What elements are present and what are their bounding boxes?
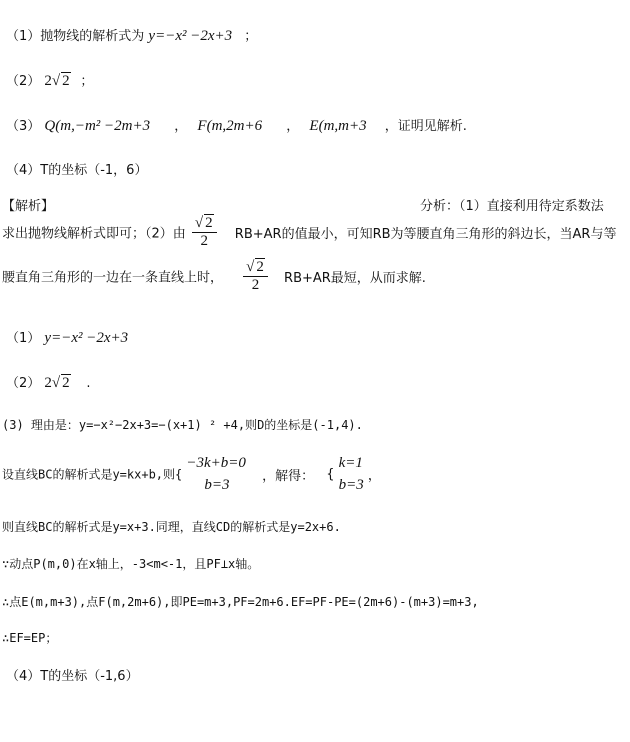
answer-1-formula: y=−x² −2x+3	[148, 28, 233, 44]
analysis-line-3-a: 腰直角三角形的一边在一条直线上时，	[2, 270, 224, 286]
sqrt-icon: √	[246, 259, 255, 275]
solution-system	[339, 452, 364, 496]
solution-b: b=3	[338, 477, 364, 493]
analysis-line-2-a: 求出抛物线解析式即可；（2）由	[2, 226, 186, 242]
solution-p-line: ∵动点P(m,0)在x轴上，-3<m<-1，且PF⊥x轴。	[2, 557, 260, 571]
sqrt2-over-2-fraction	[243, 258, 268, 294]
sqrt-icon: √	[51, 375, 61, 391]
answer-2-coef: 2	[44, 73, 52, 89]
answer-3-label: （3）	[6, 119, 41, 134]
answer-2-radicand: 2	[62, 73, 70, 89]
fraction-denominator: 2	[251, 277, 260, 293]
solution-2	[6, 372, 91, 392]
equation-2: b=3	[204, 477, 230, 493]
sqrt-icon: √	[51, 73, 61, 89]
answer-1	[6, 25, 257, 45]
solution-1	[6, 327, 128, 347]
solution-bc-result: 则直线BC的解析式是y=x+3.同理，直线CD的解析式是y=2x+6.	[2, 520, 341, 534]
solution-e-line: ∴点E(m,m+3),点F(m,2m+6),即PE=m+3,PF=2m+6.EF=PF-PE=(2m+6)-(m+3)=m+3,	[2, 595, 479, 609]
equation-1: −3k+b=0	[186, 455, 246, 471]
solution-conclude: ∴EF=EP；	[2, 631, 58, 645]
answer-2-label: （2）	[6, 74, 41, 89]
equation-system	[186, 452, 246, 496]
solution-2-radicand: 2	[62, 375, 70, 391]
solution-3: (3) 理由是：y=−x²−2x+3=−(x+1) ² +4,则D的坐标是(-1,4).	[2, 418, 363, 432]
analysis-line-2-b: RB+AR的值最小，可知RB为等腰直角三角形的斜边长，当AR与等	[234, 226, 617, 242]
answer-2-end: ；	[80, 74, 94, 89]
solution-k: k=1	[338, 455, 363, 471]
solution-2-label: （2）	[6, 376, 41, 391]
solution-1-label: （1）	[6, 331, 41, 346]
fraction-numerator: 2	[256, 259, 264, 275]
fraction-numerator: 2	[205, 215, 213, 231]
solution-2-end: .	[86, 376, 91, 391]
answer-1-label: （1）抛物线的解析式为	[6, 29, 145, 44]
solution-bc-line	[2, 452, 381, 496]
solution-2-coef: 2	[44, 375, 52, 391]
answer-1-end: ；	[244, 29, 258, 44]
brace-icon: {	[326, 466, 335, 482]
analysis-line-2	[2, 214, 616, 250]
sqrt-icon: √	[194, 215, 204, 231]
bc-line-c: ，	[367, 468, 381, 484]
bc-line-b: ，解得：	[262, 468, 315, 484]
point-e: E(m,m+3	[309, 118, 367, 134]
solution-2-sqrt-expr	[44, 375, 74, 391]
answer-2-sqrt-expr	[44, 73, 74, 89]
point-q: Q(m,−m² −2m+3	[44, 118, 151, 134]
answer-3: （3） Q(m,−m² −2m+3 ， F(m,2m+6 ， E(m,m+3 ，证明见解析.	[6, 118, 467, 134]
analysis-line-3-b: RB+AR最短，从而求解.	[284, 270, 426, 286]
point-f: F(m,2m+6	[197, 118, 263, 134]
answer-3-end: ，证明见解析.	[384, 119, 467, 134]
analysis-head: 分析：（1）直接利用待定系数法	[420, 199, 604, 214]
sqrt2-over-2-fraction	[192, 214, 217, 250]
fraction-denominator: 2	[200, 233, 209, 249]
answer-4: （4）T的坐标（-1，6）	[6, 163, 148, 178]
solution-4: （4）T的坐标（-1,6）	[6, 669, 139, 684]
solution-1-formula: y=−x² −2x+3	[44, 330, 129, 346]
analysis-tag: 【解析】	[2, 199, 55, 214]
bc-line-a: 设直线BC的解析式是y=kx+b,则{	[2, 467, 183, 482]
answer-2	[6, 70, 93, 90]
analysis-line-3	[2, 258, 426, 294]
